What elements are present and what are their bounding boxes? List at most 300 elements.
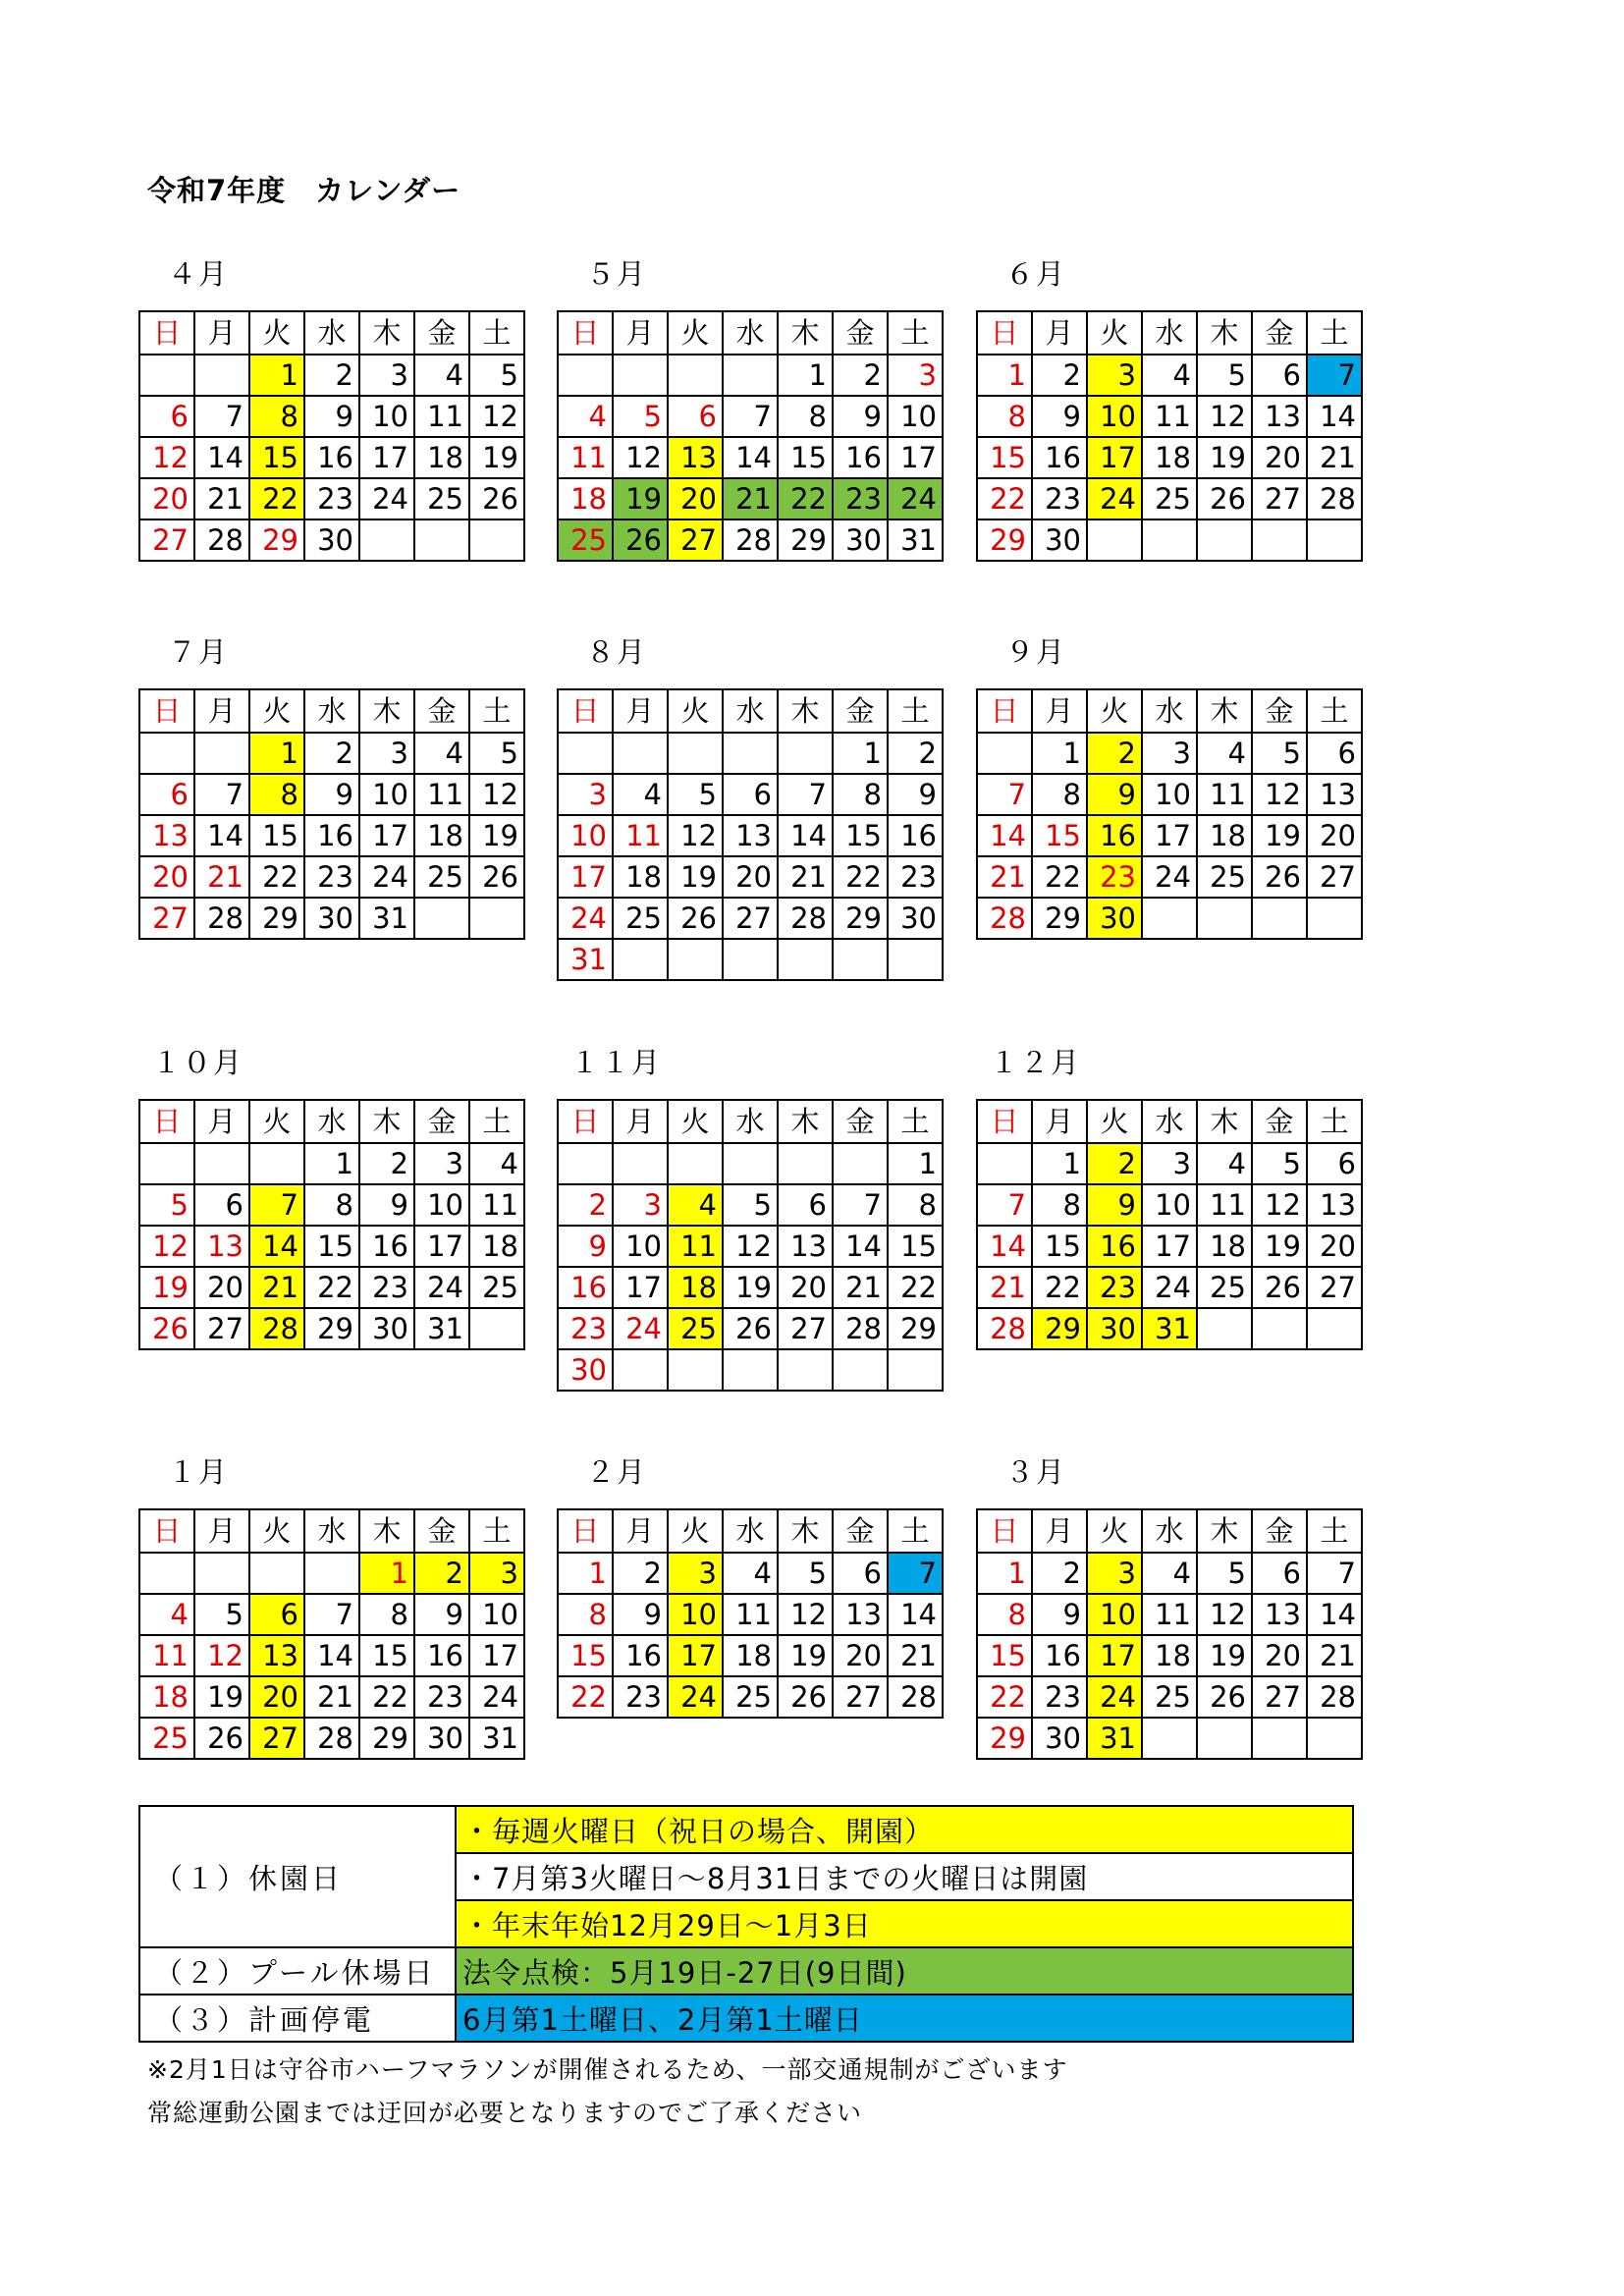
day-cell (139, 1143, 194, 1184)
day-cell: 2 (304, 733, 359, 774)
day-cell: 24 (1142, 1267, 1197, 1308)
day-cell: 7 (833, 1184, 888, 1226)
day-cell: 12 (1197, 1594, 1252, 1635)
month-calendar (138, 310, 525, 562)
day-cell (1307, 1718, 1362, 1759)
day-cell: 4 (613, 774, 668, 815)
month-label: ２月 (586, 1455, 648, 1489)
weekday-header: 月 (194, 689, 249, 733)
weekday-header: 木 (778, 1100, 833, 1143)
day-cell: 16 (1087, 815, 1142, 856)
day-cell: 11 (668, 1226, 723, 1267)
day-cell: 19 (723, 1267, 778, 1308)
legend-pool-text: 法令点検：5月19日-27日(9日間) (456, 1947, 1353, 1995)
month-calendar (557, 688, 944, 981)
day-cell: 1 (977, 355, 1032, 396)
day-cell: 14 (778, 815, 833, 856)
day-cell: 1 (304, 1143, 359, 1184)
weekday-header: 火 (249, 689, 304, 733)
month-calendar (138, 1508, 525, 1760)
day-cell (833, 939, 888, 980)
day-cell: 23 (304, 856, 359, 898)
day-cell: 2 (613, 1553, 668, 1594)
month-label: ３月 (1005, 1455, 1067, 1489)
weekday-header: 土 (469, 311, 524, 355)
weekday-header: 木 (359, 689, 414, 733)
day-cell: 16 (833, 437, 888, 478)
day-cell: 9 (1087, 774, 1142, 815)
day-cell: 6 (1252, 355, 1307, 396)
day-cell: 18 (1142, 1635, 1197, 1676)
day-cell: 27 (778, 1308, 833, 1349)
day-cell: 10 (888, 396, 943, 437)
note-line: ※2月1日は守谷市ハーフマラソンが開催されるため、一部交通規制がございます (147, 2055, 1068, 2084)
day-cell: 16 (1087, 1226, 1142, 1267)
day-cell: 29 (249, 898, 304, 939)
day-cell: 1 (778, 355, 833, 396)
weekday-header: 土 (469, 1100, 524, 1143)
day-cell (414, 519, 469, 561)
day-cell (1307, 519, 1362, 561)
day-cell (139, 355, 194, 396)
day-cell: 5 (1197, 355, 1252, 396)
day-cell (414, 898, 469, 939)
day-cell: 4 (1197, 733, 1252, 774)
weekday-header: 水 (304, 1100, 359, 1143)
weekday-header: 木 (1197, 689, 1252, 733)
day-cell: 15 (1032, 815, 1087, 856)
day-cell (977, 1143, 1032, 1184)
day-cell: 5 (668, 774, 723, 815)
month-label: １月 (168, 1455, 230, 1489)
day-cell: 5 (613, 396, 668, 437)
day-cell: 15 (359, 1635, 414, 1676)
day-cell: 13 (139, 815, 194, 856)
day-cell: 25 (414, 478, 469, 519)
day-cell: 2 (558, 1184, 613, 1226)
day-cell: 5 (139, 1184, 194, 1226)
day-cell: 17 (469, 1635, 524, 1676)
weekday-header: 日 (977, 311, 1032, 355)
weekday-header: 火 (249, 1100, 304, 1143)
month-calendar (976, 1099, 1363, 1350)
day-cell: 19 (1197, 1635, 1252, 1676)
day-cell: 14 (888, 1594, 943, 1635)
day-cell (1142, 519, 1197, 561)
weekday-header: 水 (1142, 1100, 1197, 1143)
day-cell: 31 (1142, 1308, 1197, 1349)
day-cell (613, 733, 668, 774)
day-cell: 22 (249, 478, 304, 519)
day-cell (668, 939, 723, 980)
day-cell: 22 (1032, 1267, 1087, 1308)
weekday-header: 月 (1032, 311, 1087, 355)
day-cell: 3 (469, 1553, 524, 1594)
day-cell: 27 (1252, 1676, 1307, 1718)
day-cell (668, 733, 723, 774)
day-cell: 3 (1087, 1553, 1142, 1594)
day-cell: 27 (1307, 856, 1362, 898)
day-cell: 10 (668, 1594, 723, 1635)
day-cell: 14 (977, 1226, 1032, 1267)
day-cell: 26 (469, 856, 524, 898)
day-cell: 22 (833, 856, 888, 898)
day-cell: 7 (1307, 355, 1362, 396)
day-cell: 9 (304, 396, 359, 437)
day-cell: 21 (833, 1267, 888, 1308)
weekday-header: 木 (778, 311, 833, 355)
day-cell: 31 (1087, 1718, 1142, 1759)
weekday-header: 土 (1307, 689, 1362, 733)
day-cell: 1 (1032, 733, 1087, 774)
month-calendar (976, 688, 1363, 940)
day-cell: 29 (1032, 898, 1087, 939)
day-cell: 18 (668, 1267, 723, 1308)
weekday-header: 土 (888, 1100, 943, 1143)
day-cell (1252, 1718, 1307, 1759)
month-calendar (557, 310, 944, 562)
day-cell: 16 (359, 1226, 414, 1267)
day-cell: 12 (778, 1594, 833, 1635)
day-cell: 22 (888, 1267, 943, 1308)
day-cell: 10 (558, 815, 613, 856)
day-cell: 25 (1197, 856, 1252, 898)
day-cell: 21 (778, 856, 833, 898)
day-cell: 15 (304, 1226, 359, 1267)
day-cell: 24 (1087, 1676, 1142, 1718)
weekday-header: 日 (139, 311, 194, 355)
day-cell: 21 (723, 478, 778, 519)
day-cell: 21 (1307, 1635, 1362, 1676)
day-cell: 9 (1087, 1184, 1142, 1226)
day-cell: 23 (304, 478, 359, 519)
day-cell (194, 355, 249, 396)
day-cell: 17 (1142, 1226, 1197, 1267)
day-cell (1252, 898, 1307, 939)
day-cell (778, 939, 833, 980)
weekday-header: 金 (833, 1100, 888, 1143)
day-cell (1142, 1718, 1197, 1759)
weekday-header: 火 (668, 1100, 723, 1143)
weekday-header: 日 (558, 1509, 613, 1553)
day-cell: 24 (668, 1676, 723, 1718)
day-cell: 26 (1252, 856, 1307, 898)
day-cell: 9 (888, 774, 943, 815)
weekday-header: 水 (1142, 1509, 1197, 1553)
day-cell: 27 (139, 898, 194, 939)
day-cell: 9 (1032, 1594, 1087, 1635)
day-cell (1197, 898, 1252, 939)
day-cell (304, 1553, 359, 1594)
day-cell: 1 (249, 733, 304, 774)
day-cell: 27 (723, 898, 778, 939)
day-cell (1197, 1718, 1252, 1759)
day-cell: 4 (469, 1143, 524, 1184)
day-cell: 23 (1087, 856, 1142, 898)
day-cell: 18 (1197, 1226, 1252, 1267)
day-cell: 22 (977, 478, 1032, 519)
note-line: 常総運動公園までは迂回が必要となりますのでご了承ください (147, 2099, 863, 2127)
day-cell: 10 (414, 1184, 469, 1226)
month-label: ７月 (168, 635, 230, 669)
day-cell: 27 (249, 1718, 304, 1759)
day-cell: 24 (888, 478, 943, 519)
day-cell: 1 (888, 1143, 943, 1184)
day-cell (723, 733, 778, 774)
day-cell (194, 733, 249, 774)
day-cell: 20 (833, 1635, 888, 1676)
day-cell: 5 (1252, 733, 1307, 774)
day-cell (1142, 898, 1197, 939)
day-cell (469, 519, 524, 561)
day-cell: 30 (833, 519, 888, 561)
day-cell: 31 (359, 898, 414, 939)
day-cell: 4 (414, 733, 469, 774)
month-label: ９月 (1005, 635, 1067, 669)
day-cell (1087, 519, 1142, 561)
day-cell: 28 (249, 1308, 304, 1349)
day-cell (668, 1143, 723, 1184)
day-cell (613, 1143, 668, 1184)
day-cell: 18 (613, 856, 668, 898)
day-cell: 18 (558, 478, 613, 519)
day-cell: 28 (1307, 1676, 1362, 1718)
day-cell: 26 (1197, 478, 1252, 519)
day-cell: 11 (613, 815, 668, 856)
day-cell: 8 (249, 396, 304, 437)
day-cell: 3 (1087, 355, 1142, 396)
day-cell: 3 (888, 355, 943, 396)
day-cell (668, 355, 723, 396)
day-cell: 6 (723, 774, 778, 815)
legend-pool-label: （２）プール休場日 (139, 1947, 456, 1995)
day-cell: 1 (359, 1553, 414, 1594)
day-cell: 8 (778, 396, 833, 437)
day-cell: 30 (1087, 1308, 1142, 1349)
day-cell: 23 (359, 1267, 414, 1308)
day-cell: 25 (469, 1267, 524, 1308)
day-cell: 14 (833, 1226, 888, 1267)
day-cell: 16 (888, 815, 943, 856)
day-cell: 29 (977, 519, 1032, 561)
weekday-header: 土 (1307, 311, 1362, 355)
day-cell (1197, 519, 1252, 561)
day-cell: 2 (414, 1553, 469, 1594)
legend-outage-text: 6月第1土曜日、2月第1土曜日 (456, 1995, 1353, 2042)
day-cell: 30 (359, 1308, 414, 1349)
day-cell: 16 (613, 1635, 668, 1676)
weekday-header: 日 (139, 689, 194, 733)
day-cell (139, 1553, 194, 1594)
day-cell: 15 (249, 437, 304, 478)
day-cell (613, 355, 668, 396)
day-cell: 3 (1142, 1143, 1197, 1184)
day-cell: 23 (833, 478, 888, 519)
day-cell: 10 (359, 396, 414, 437)
day-cell: 17 (888, 437, 943, 478)
day-cell: 6 (778, 1184, 833, 1226)
day-cell: 11 (558, 437, 613, 478)
weekday-header: 月 (613, 689, 668, 733)
day-cell: 25 (414, 856, 469, 898)
day-cell: 28 (723, 519, 778, 561)
day-cell: 20 (1252, 1635, 1307, 1676)
day-cell: 11 (1142, 1594, 1197, 1635)
day-cell: 28 (778, 898, 833, 939)
day-cell: 13 (249, 1635, 304, 1676)
day-cell (723, 1143, 778, 1184)
weekday-header: 月 (613, 1509, 668, 1553)
day-cell: 5 (469, 733, 524, 774)
weekday-header: 土 (888, 1509, 943, 1553)
day-cell: 16 (414, 1635, 469, 1676)
day-cell (778, 1349, 833, 1391)
day-cell: 25 (1142, 1676, 1197, 1718)
day-cell: 28 (977, 1308, 1032, 1349)
day-cell: 13 (1252, 396, 1307, 437)
day-cell: 2 (1087, 1143, 1142, 1184)
day-cell (778, 1143, 833, 1184)
day-cell: 29 (833, 898, 888, 939)
day-cell: 15 (1032, 1226, 1087, 1267)
day-cell: 22 (977, 1676, 1032, 1718)
day-cell: 17 (359, 437, 414, 478)
day-cell: 22 (558, 1676, 613, 1718)
weekday-header: 金 (1252, 1100, 1307, 1143)
day-cell: 2 (1032, 1553, 1087, 1594)
day-cell: 9 (1032, 396, 1087, 437)
day-cell: 2 (1032, 355, 1087, 396)
day-cell: 4 (723, 1553, 778, 1594)
day-cell: 20 (1252, 437, 1307, 478)
day-cell: 20 (194, 1267, 249, 1308)
day-cell: 21 (1307, 437, 1362, 478)
day-cell: 12 (1252, 1184, 1307, 1226)
day-cell (194, 1143, 249, 1184)
day-cell: 13 (723, 815, 778, 856)
day-cell (359, 519, 414, 561)
day-cell: 7 (194, 396, 249, 437)
day-cell: 24 (1087, 478, 1142, 519)
day-cell: 18 (1142, 437, 1197, 478)
day-cell: 8 (359, 1594, 414, 1635)
weekday-header: 土 (888, 311, 943, 355)
day-cell: 4 (1142, 1553, 1197, 1594)
day-cell (1197, 1308, 1252, 1349)
day-cell: 28 (1307, 478, 1362, 519)
day-cell: 19 (668, 856, 723, 898)
day-cell (469, 898, 524, 939)
day-cell: 31 (558, 939, 613, 980)
month-label: ８月 (586, 635, 648, 669)
weekday-header: 月 (1032, 1100, 1087, 1143)
day-cell: 13 (778, 1226, 833, 1267)
day-cell: 27 (139, 519, 194, 561)
day-cell: 7 (778, 774, 833, 815)
day-cell: 29 (304, 1308, 359, 1349)
day-cell: 23 (613, 1676, 668, 1718)
day-cell: 19 (1252, 1226, 1307, 1267)
weekday-header: 木 (359, 1509, 414, 1553)
month-calendar (557, 1508, 944, 1719)
day-cell: 12 (1197, 396, 1252, 437)
day-cell: 14 (977, 815, 1032, 856)
day-cell: 10 (469, 1594, 524, 1635)
day-cell: 6 (1307, 1143, 1362, 1184)
day-cell (1307, 898, 1362, 939)
day-cell: 4 (1197, 1143, 1252, 1184)
weekday-header: 火 (668, 1509, 723, 1553)
day-cell: 5 (194, 1594, 249, 1635)
day-cell: 25 (139, 1718, 194, 1759)
day-cell: 9 (359, 1184, 414, 1226)
day-cell: 14 (194, 437, 249, 478)
month-label: ６月 (1005, 257, 1067, 291)
day-cell: 26 (139, 1308, 194, 1349)
day-cell: 31 (469, 1718, 524, 1759)
day-cell: 30 (414, 1718, 469, 1759)
day-cell (723, 355, 778, 396)
day-cell: 12 (469, 396, 524, 437)
day-cell: 23 (1032, 478, 1087, 519)
weekday-header: 日 (139, 1509, 194, 1553)
day-cell (888, 939, 943, 980)
day-cell: 17 (359, 815, 414, 856)
day-cell: 12 (139, 1226, 194, 1267)
day-cell: 20 (139, 856, 194, 898)
weekday-header: 木 (778, 1509, 833, 1553)
day-cell (558, 1143, 613, 1184)
day-cell: 14 (194, 815, 249, 856)
day-cell: 7 (194, 774, 249, 815)
day-cell: 12 (139, 437, 194, 478)
day-cell: 15 (249, 815, 304, 856)
day-cell: 6 (1252, 1553, 1307, 1594)
day-cell: 27 (1307, 1267, 1362, 1308)
day-cell: 7 (888, 1553, 943, 1594)
day-cell (469, 1308, 524, 1349)
day-cell: 15 (977, 437, 1032, 478)
weekday-header: 水 (1142, 689, 1197, 733)
legend-table (138, 1805, 1354, 2043)
day-cell: 16 (304, 815, 359, 856)
day-cell (833, 1143, 888, 1184)
day-cell: 19 (469, 437, 524, 478)
day-cell: 5 (723, 1184, 778, 1226)
day-cell: 22 (249, 856, 304, 898)
weekday-header: 月 (194, 311, 249, 355)
day-cell: 30 (304, 519, 359, 561)
legend-closed-item: ・7月第3火曜日～8月31日までの火曜日は開園 (456, 1853, 1353, 1900)
weekday-header: 水 (304, 311, 359, 355)
day-cell: 29 (1032, 1308, 1087, 1349)
day-cell: 17 (613, 1267, 668, 1308)
day-cell: 20 (1307, 815, 1362, 856)
day-cell: 26 (469, 478, 524, 519)
weekday-header: 木 (359, 1100, 414, 1143)
weekday-header: 金 (414, 311, 469, 355)
weekday-header: 月 (1032, 1509, 1087, 1553)
weekday-header: 土 (1307, 1509, 1362, 1553)
day-cell: 26 (1197, 1676, 1252, 1718)
day-cell: 3 (359, 355, 414, 396)
day-cell: 18 (1197, 815, 1252, 856)
day-cell (1252, 1308, 1307, 1349)
day-cell: 3 (613, 1184, 668, 1226)
day-cell: 23 (1087, 1267, 1142, 1308)
day-cell: 7 (249, 1184, 304, 1226)
day-cell: 17 (1087, 1635, 1142, 1676)
